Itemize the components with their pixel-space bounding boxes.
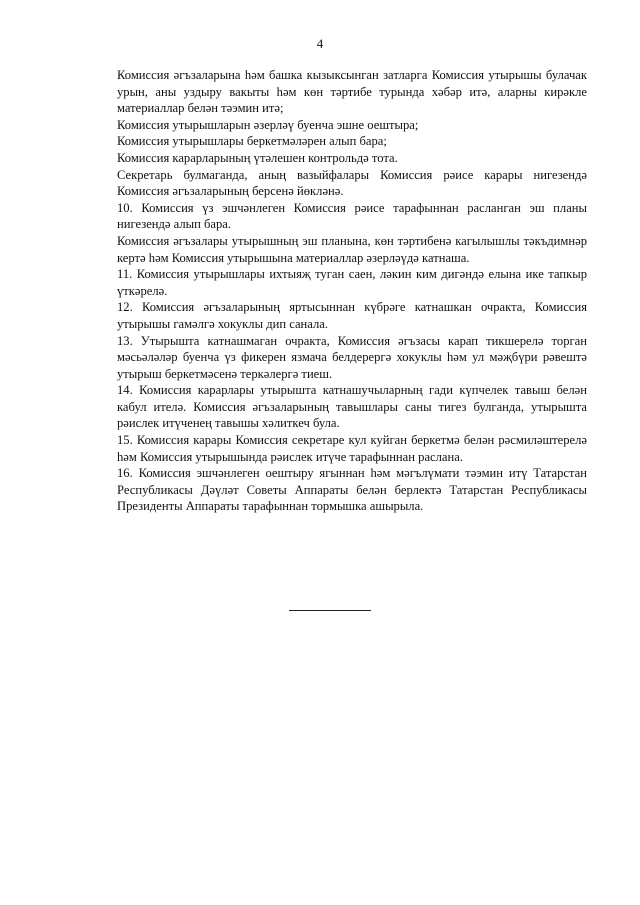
paragraph: Комиссия әгъзаларына һәм башка кызыксынган затларга Комиссия утырышы булачак урын, аны уздыру вакыты һәм көн тәртибе турында хәбәр итә, аларны кирәкле материаллар белән тәэмин итә; — [117, 68, 587, 116]
paragraph: 10. Комиссия үз эшчәнлеген Комиссия рәисе тарафыннан расланган эш планы нигезендә алып бара. — [117, 200, 587, 232]
paragraph: 11. Комиссия утырышлары ихтыяҗ туган саен, ләкин ким дигәндә елына ике тапкыр үткәрелә. — [117, 267, 587, 298]
paragraph: Комиссия карарларының үтәлешен контрольдә тота. — [117, 150, 398, 165]
paragraph: 16. Комиссия эшчәнлеген оештыру ягыннан һәм мәгълүмати тәэмин итү Татарстан Республикасы Дәүләт Советы Аппараты белән берлектә Татарстан Республикасы Президенты Аппараты тарафыннан тормышка ашырыла. — [117, 466, 587, 514]
paragraph: 13. Утырышта катнашмаган очракта, Комиссия әгъзасы карап тикшерелә торган мәсьәләләр буенча үз фикерен язмача белдерергә хокуклы һәм ул мәҗбүри рәвештә утырыш беркетмәсенә теркәлергә тиеш. — [117, 333, 587, 381]
paragraph: Комиссия әгъзалары утырышның эш планына, көн тәртибенә кагылышлы тәкъдимнәр кертә һәм Комиссия утырышына материаллар әзерләүдә катнаша. — [117, 233, 587, 265]
document-body — [117, 67, 587, 515]
paragraph: Комиссия утырышларын әзерләү буенча эшне оештыра; — [117, 117, 419, 132]
paragraph: Секретарь булмаганда, аның вазыйфалары Комиссия рәисе карары нигезендә Комиссия әгъзаларының берсенә йөкләнә. — [117, 167, 587, 199]
paragraph: Комиссия утырышлары беркетмәләрен алып бара; — [117, 134, 387, 149]
end-separator-rule — [289, 610, 371, 611]
paragraph: 14. Комиссия карарлары утырышта катнашучыларның гади күпчелек тавыш белән кабул ителә. Комиссия әгъзаларының тавышлары саны тигез булганда, утырышта рәислек итүченең тавышы хәлиткеч була. — [117, 383, 587, 431]
page-number: 4 — [316, 36, 324, 51]
paragraph: 15. Комиссия карары Комиссия секретаре кул куйган беркетмә белән рәсмиләштерелә һәм Комиссия утырышында рәислек итүче тарафыннан раслана. — [117, 433, 587, 464]
paragraph: 12. Комиссия әгъзаларының яртысыннан күбрәге катнашкан очракта, Комиссия утырышы гамәлгә хокуклы дип санала. — [117, 300, 587, 331]
